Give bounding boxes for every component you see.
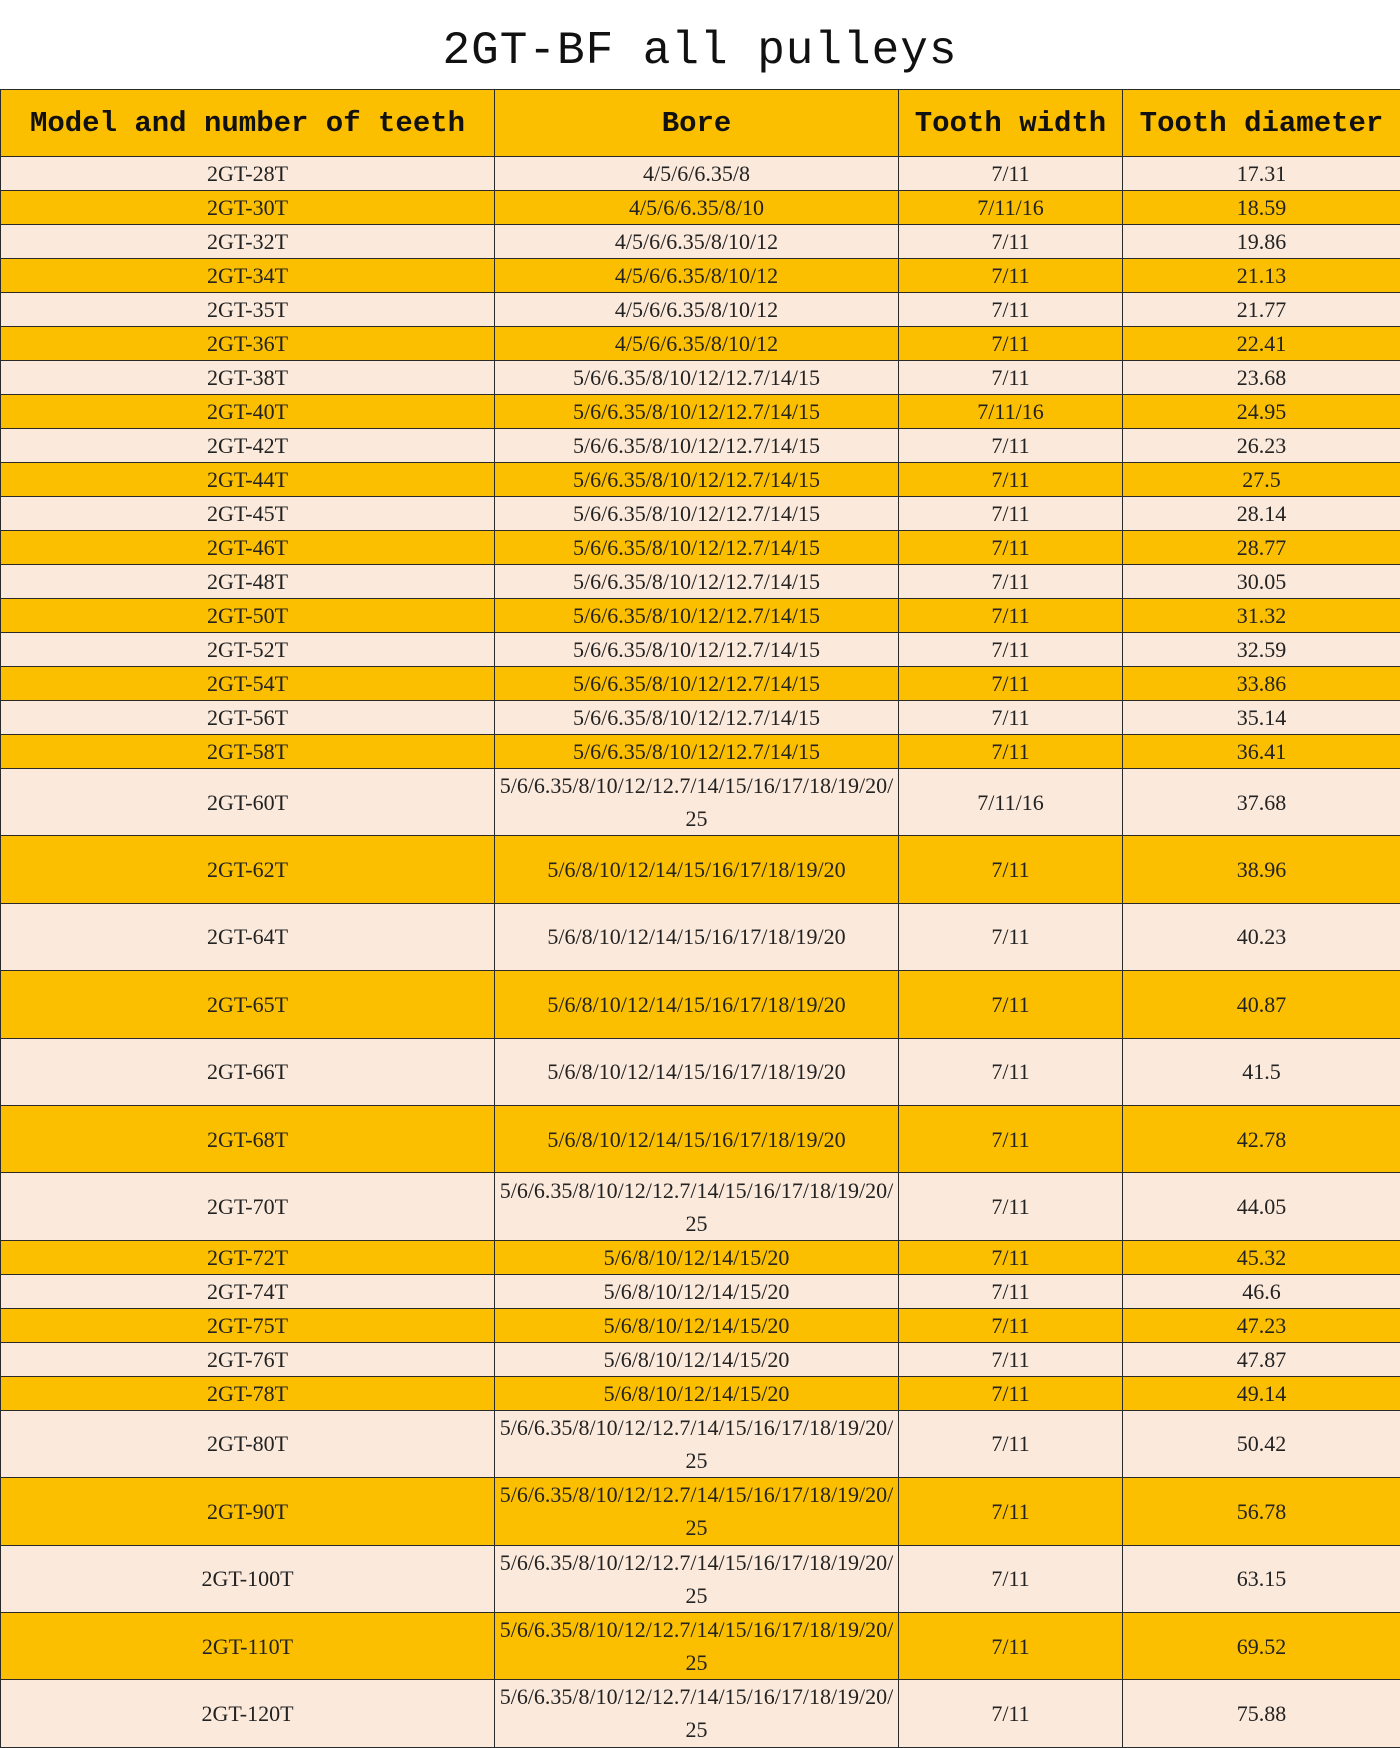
bore-cell: 4/5/6/6.35/8/10/12 <box>495 327 899 361</box>
tooth-diameter-cell: 21.77 <box>1123 293 1400 327</box>
bore-cell: 5/6/8/10/12/14/15/20 <box>495 1274 899 1308</box>
tooth-diameter-cell: 41.5 <box>1123 1038 1400 1105</box>
tooth-diameter-cell: 47.87 <box>1123 1342 1400 1376</box>
table-row <box>1 1545 1400 1612</box>
tooth-diameter-cell: 75.88 <box>1123 1680 1400 1747</box>
table-row <box>1 903 1400 970</box>
table-row <box>1 836 1400 903</box>
table-row <box>1 1240 1400 1274</box>
tooth-diameter-cell: 28.14 <box>1123 497 1400 531</box>
bore-cell: 5/6/8/10/12/14/15/20 <box>495 1342 899 1376</box>
model-cell: 2GT-90T <box>1 1478 495 1545</box>
bore-cell: 5/6/6.35/8/10/12/12.7/14/15/16/17/18/19/20/25 <box>495 1173 899 1240</box>
tooth-width-cell: 7/11 <box>899 1274 1123 1308</box>
table-row <box>1 1274 1400 1308</box>
model-cell: 2GT-100T <box>1 1545 495 1612</box>
tooth-width-cell: 7/11 <box>899 1410 1123 1477</box>
tooth-diameter-cell: 46.6 <box>1123 1274 1400 1308</box>
tooth-width-cell: 7/11 <box>899 361 1123 395</box>
tooth-diameter-cell: 32.59 <box>1123 633 1400 667</box>
tooth-width-cell: 7/11/16 <box>899 191 1123 225</box>
model-cell: 2GT-78T <box>1 1376 495 1410</box>
model-cell: 2GT-40T <box>1 395 495 429</box>
bore-cell: 5/6/8/10/12/14/15/16/17/18/19/20 <box>495 836 899 903</box>
bore-cell: 5/6/6.35/8/10/12/12.7/14/15 <box>495 463 899 497</box>
tooth-diameter-cell: 19.86 <box>1123 225 1400 259</box>
model-cell: 2GT-65T <box>1 971 495 1038</box>
tooth-diameter-cell: 44.05 <box>1123 1173 1400 1240</box>
table-row <box>1 1342 1400 1376</box>
model-cell: 2GT-72T <box>1 1240 495 1274</box>
tooth-width-cell: 7/11 <box>899 1376 1123 1410</box>
column-header-tooth-diameter: Tooth diameter <box>1123 90 1400 157</box>
bore-cell: 5/6/8/10/12/14/15/16/17/18/19/20 <box>495 903 899 970</box>
table-row <box>1 971 1400 1038</box>
model-cell: 2GT-34T <box>1 259 495 293</box>
tooth-diameter-cell: 37.68 <box>1123 769 1400 836</box>
tooth-diameter-cell: 35.14 <box>1123 701 1400 735</box>
bore-cell: 5/6/6.35/8/10/12/12.7/14/15 <box>495 497 899 531</box>
table-row <box>1 1173 1400 1240</box>
table-row <box>1 191 1400 225</box>
tooth-diameter-cell: 28.77 <box>1123 531 1400 565</box>
tooth-width-cell: 7/11 <box>899 1173 1123 1240</box>
bore-cell: 5/6/6.35/8/10/12/12.7/14/15 <box>495 531 899 565</box>
tooth-width-cell: 7/11 <box>899 225 1123 259</box>
bore-cell: 5/6/6.35/8/10/12/12.7/14/15 <box>495 429 899 463</box>
tooth-width-cell: 7/11 <box>899 903 1123 970</box>
bore-cell: 5/6/6.35/8/10/12/12.7/14/15 <box>495 565 899 599</box>
table-row <box>1 735 1400 769</box>
table-row <box>1 1410 1400 1477</box>
table-row <box>1 565 1400 599</box>
bore-cell: 5/6/6.35/8/10/12/12.7/14/15/16/17/18/19/20/25 <box>495 1680 899 1747</box>
model-cell: 2GT-66T <box>1 1038 495 1105</box>
table-row <box>1 1612 1400 1679</box>
table-row <box>1 1478 1400 1545</box>
table-row <box>1 429 1400 463</box>
table-row <box>1 1376 1400 1410</box>
table-row <box>1 361 1400 395</box>
table-row <box>1 463 1400 497</box>
tooth-diameter-cell: 36.41 <box>1123 735 1400 769</box>
model-cell: 2GT-52T <box>1 633 495 667</box>
tooth-diameter-cell: 45.32 <box>1123 1240 1400 1274</box>
table-header-row <box>1 90 1400 157</box>
model-cell: 2GT-110T <box>1 1612 495 1679</box>
bore-cell: 5/6/6.35/8/10/12/12.7/14/15/16/17/18/19/20/25 <box>495 1410 899 1477</box>
model-cell: 2GT-54T <box>1 667 495 701</box>
table-row <box>1 225 1400 259</box>
table-row <box>1 293 1400 327</box>
tooth-width-cell: 7/11 <box>899 1478 1123 1545</box>
tooth-width-cell: 7/11 <box>899 599 1123 633</box>
tooth-width-cell: 7/11 <box>899 565 1123 599</box>
model-cell: 2GT-68T <box>1 1105 495 1172</box>
model-cell: 2GT-120T <box>1 1680 495 1747</box>
column-header-tooth-width: Tooth width <box>899 90 1123 157</box>
tooth-diameter-cell: 30.05 <box>1123 565 1400 599</box>
bore-cell: 4/5/6/6.35/8/10/12 <box>495 225 899 259</box>
tooth-width-cell: 7/11 <box>899 1545 1123 1612</box>
tooth-width-cell: 7/11 <box>899 701 1123 735</box>
model-cell: 2GT-80T <box>1 1410 495 1477</box>
tooth-diameter-cell: 33.86 <box>1123 667 1400 701</box>
model-cell: 2GT-28T <box>1 157 495 191</box>
model-cell: 2GT-36T <box>1 327 495 361</box>
tooth-width-cell: 7/11 <box>899 1308 1123 1342</box>
model-cell: 2GT-38T <box>1 361 495 395</box>
tooth-diameter-cell: 17.31 <box>1123 157 1400 191</box>
tooth-diameter-cell: 27.5 <box>1123 463 1400 497</box>
tooth-diameter-cell: 49.14 <box>1123 1376 1400 1410</box>
model-cell: 2GT-32T <box>1 225 495 259</box>
table-row <box>1 701 1400 735</box>
model-cell: 2GT-35T <box>1 293 495 327</box>
table-row <box>1 1105 1400 1172</box>
model-cell: 2GT-64T <box>1 903 495 970</box>
tooth-diameter-cell: 18.59 <box>1123 191 1400 225</box>
tooth-width-cell: 7/11 <box>899 259 1123 293</box>
bore-cell: 5/6/6.35/8/10/12/12.7/14/15 <box>495 735 899 769</box>
tooth-width-cell: 7/11 <box>899 1038 1123 1105</box>
model-cell: 2GT-50T <box>1 599 495 633</box>
table-row <box>1 667 1400 701</box>
model-cell: 2GT-46T <box>1 531 495 565</box>
table-row <box>1 1680 1400 1747</box>
tooth-diameter-cell: 40.23 <box>1123 903 1400 970</box>
table-row <box>1 1038 1400 1105</box>
model-cell: 2GT-70T <box>1 1173 495 1240</box>
table-body <box>1 157 1400 1748</box>
table-row <box>1 327 1400 361</box>
model-cell: 2GT-74T <box>1 1274 495 1308</box>
table-row <box>1 599 1400 633</box>
tooth-diameter-cell: 42.78 <box>1123 1105 1400 1172</box>
model-cell: 2GT-62T <box>1 836 495 903</box>
model-cell: 2GT-56T <box>1 701 495 735</box>
bore-cell: 5/6/6.35/8/10/12/12.7/14/15 <box>495 599 899 633</box>
tooth-diameter-cell: 26.23 <box>1123 429 1400 463</box>
bore-cell: 5/6/6.35/8/10/12/12.7/14/15/16/17/18/19/20/25 <box>495 769 899 836</box>
tooth-diameter-cell: 56.78 <box>1123 1478 1400 1545</box>
tooth-width-cell: 7/11 <box>899 429 1123 463</box>
bore-cell: 4/5/6/6.35/8/10/12 <box>495 259 899 293</box>
table-row <box>1 1308 1400 1342</box>
tooth-diameter-cell: 31.32 <box>1123 599 1400 633</box>
bore-cell: 4/5/6/6.35/8/10 <box>495 191 899 225</box>
page-title: 2GT-BF all pulleys <box>0 0 1400 89</box>
tooth-diameter-cell: 40.87 <box>1123 971 1400 1038</box>
bore-cell: 5/6/6.35/8/10/12/12.7/14/15 <box>495 361 899 395</box>
tooth-width-cell: 7/11/16 <box>899 769 1123 836</box>
table-row <box>1 497 1400 531</box>
bore-cell: 5/6/6.35/8/10/12/12.7/14/15 <box>495 701 899 735</box>
model-cell: 2GT-60T <box>1 769 495 836</box>
bore-cell: 5/6/6.35/8/10/12/12.7/14/15/16/17/18/19/20/25 <box>495 1478 899 1545</box>
model-cell: 2GT-58T <box>1 735 495 769</box>
bore-cell: 4/5/6/6.35/8 <box>495 157 899 191</box>
column-header-model: Model and number of teeth <box>1 90 495 157</box>
tooth-width-cell: 7/11 <box>899 1612 1123 1679</box>
tooth-width-cell: 7/11 <box>899 293 1123 327</box>
bore-cell: 5/6/8/10/12/14/15/20 <box>495 1240 899 1274</box>
tooth-width-cell: 7/11 <box>899 497 1123 531</box>
bore-cell: 5/6/8/10/12/14/15/16/17/18/19/20 <box>495 971 899 1038</box>
model-cell: 2GT-42T <box>1 429 495 463</box>
tooth-diameter-cell: 50.42 <box>1123 1410 1400 1477</box>
table-row <box>1 769 1400 836</box>
table-row <box>1 395 1400 429</box>
bore-cell: 5/6/6.35/8/10/12/12.7/14/15 <box>495 633 899 667</box>
model-cell: 2GT-48T <box>1 565 495 599</box>
model-cell: 2GT-76T <box>1 1342 495 1376</box>
tooth-width-cell: 7/11 <box>899 327 1123 361</box>
tooth-diameter-cell: 63.15 <box>1123 1545 1400 1612</box>
tooth-width-cell: 7/11 <box>899 531 1123 565</box>
table-row <box>1 259 1400 293</box>
bore-cell: 5/6/6.35/8/10/12/12.7/14/15 <box>495 395 899 429</box>
tooth-diameter-cell: 38.96 <box>1123 836 1400 903</box>
pulley-table <box>0 89 1400 1748</box>
bore-cell: 5/6/6.35/8/10/12/12.7/14/15/16/17/18/19/20/25 <box>495 1545 899 1612</box>
bore-cell: 5/6/8/10/12/14/15/16/17/18/19/20 <box>495 1038 899 1105</box>
model-cell: 2GT-45T <box>1 497 495 531</box>
tooth-diameter-cell: 47.23 <box>1123 1308 1400 1342</box>
model-cell: 2GT-75T <box>1 1308 495 1342</box>
tooth-width-cell: 7/11 <box>899 1240 1123 1274</box>
tooth-diameter-cell: 22.41 <box>1123 327 1400 361</box>
bore-cell: 5/6/8/10/12/14/15/20 <box>495 1376 899 1410</box>
tooth-width-cell: 7/11 <box>899 1342 1123 1376</box>
tooth-width-cell: 7/11 <box>899 633 1123 667</box>
tooth-width-cell: 7/11 <box>899 667 1123 701</box>
tooth-width-cell: 7/11 <box>899 1680 1123 1747</box>
tooth-width-cell: 7/11 <box>899 971 1123 1038</box>
table-row <box>1 157 1400 191</box>
tooth-width-cell: 7/11 <box>899 836 1123 903</box>
model-cell: 2GT-44T <box>1 463 495 497</box>
bore-cell: 5/6/8/10/12/14/15/16/17/18/19/20 <box>495 1105 899 1172</box>
bore-cell: 5/6/6.35/8/10/12/12.7/14/15/16/17/18/19/20/25 <box>495 1612 899 1679</box>
tooth-diameter-cell: 21.13 <box>1123 259 1400 293</box>
tooth-diameter-cell: 23.68 <box>1123 361 1400 395</box>
bore-cell: 4/5/6/6.35/8/10/12 <box>495 293 899 327</box>
tooth-width-cell: 7/11 <box>899 735 1123 769</box>
table-row <box>1 531 1400 565</box>
table-row <box>1 633 1400 667</box>
bore-cell: 5/6/6.35/8/10/12/12.7/14/15 <box>495 667 899 701</box>
model-cell: 2GT-30T <box>1 191 495 225</box>
tooth-diameter-cell: 69.52 <box>1123 1612 1400 1679</box>
tooth-width-cell: 7/11/16 <box>899 395 1123 429</box>
tooth-width-cell: 7/11 <box>899 157 1123 191</box>
tooth-diameter-cell: 24.95 <box>1123 395 1400 429</box>
tooth-width-cell: 7/11 <box>899 463 1123 497</box>
column-header-bore: Bore <box>495 90 899 157</box>
tooth-width-cell: 7/11 <box>899 1105 1123 1172</box>
bore-cell: 5/6/8/10/12/14/15/20 <box>495 1308 899 1342</box>
